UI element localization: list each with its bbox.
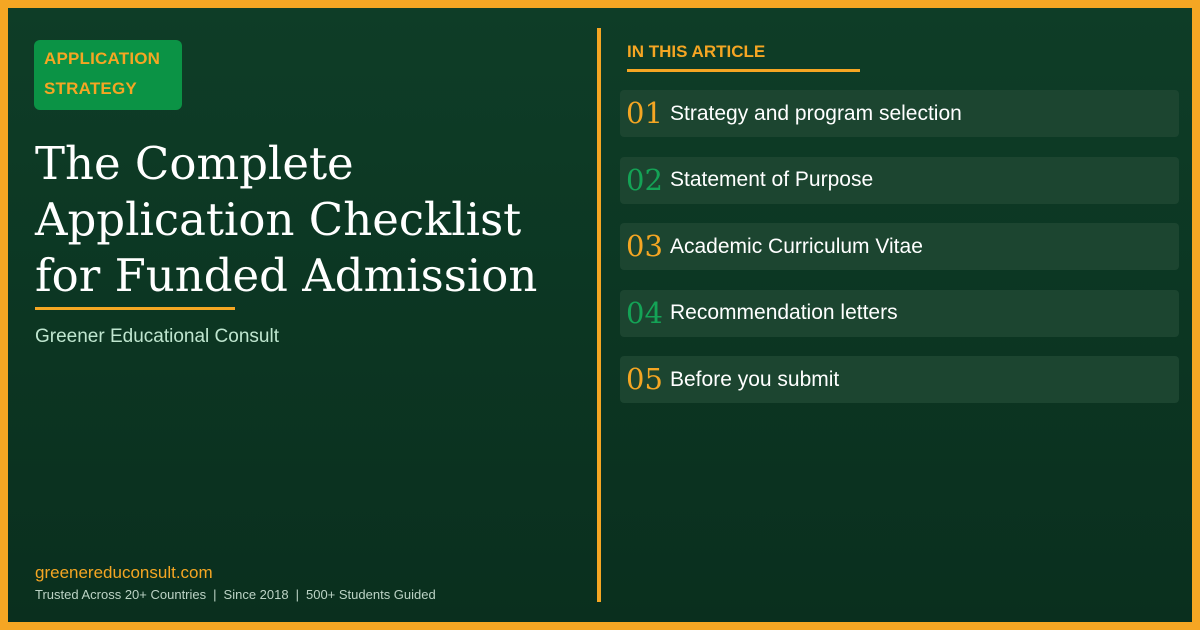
toc-item[interactable] [620,223,1179,270]
toc-item[interactable] [620,356,1179,403]
toc-number: 02 [626,162,663,197]
website-link[interactable]: greenereduconsult.com [35,563,213,582]
trust-separator: | [213,587,217,602]
toc-item[interactable] [620,90,1179,137]
trust-students: 500+ Students Guided [305,587,436,602]
category-badge [34,40,182,110]
toc-label: Recommendation letters [670,301,898,325]
toc-heading: IN THIS ARTICLE [627,42,766,61]
brand-name: Greener Educational Consult [35,326,279,347]
trust-since: Since 2018 [223,587,289,602]
article-card [8,8,1192,622]
title-underline [35,307,235,310]
toc-list [620,90,1179,423]
badge-line-2: STRATEGY [44,79,137,98]
badge-line-1: APPLICATION [44,49,161,68]
page-title [35,136,575,304]
trust-line [35,587,436,602]
toc-label: Strategy and program selection [670,101,962,125]
trust-countries: Trusted Across 20+ Countries [35,587,207,602]
title-line-1: The Complete [35,137,354,190]
toc-number: 05 [626,362,663,397]
vertical-divider [597,28,601,602]
title-line-3: for Funded Admission [35,249,538,302]
toc-number: 03 [626,229,663,264]
toc-item[interactable] [620,157,1179,204]
toc-item[interactable] [620,290,1179,337]
toc-label: Statement of Purpose [670,168,874,192]
toc-label: Academic Curriculum Vitae [670,234,923,258]
toc-number: 01 [626,96,663,130]
toc-label: Before you submit [670,367,840,391]
toc-underline [627,69,860,72]
trust-separator: | [295,587,299,602]
title-line-2: Application Checklist [35,193,522,246]
toc-number: 04 [626,295,663,330]
